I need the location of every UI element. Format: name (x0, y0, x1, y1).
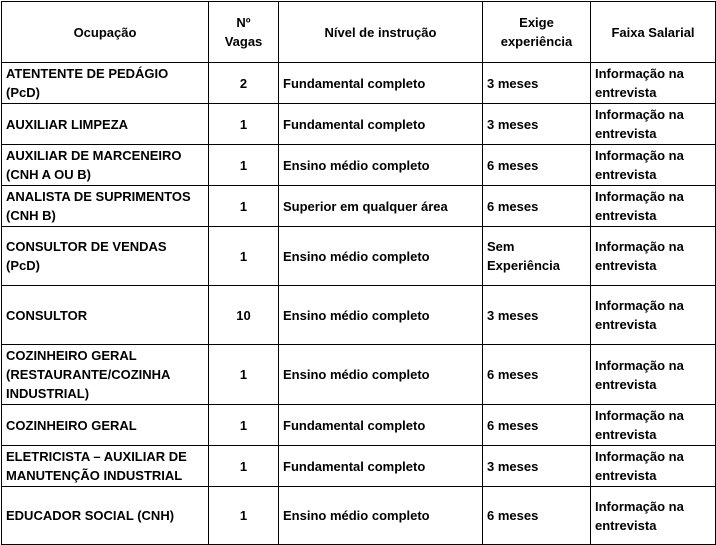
table-row (2, 63, 716, 104)
cell-experiencia: Sem Experiência (483, 227, 591, 286)
cell-experiencia: 3 meses (483, 286, 591, 345)
cell-vagas: 1 (209, 186, 279, 227)
cell-faixa: Informação na entrevista (591, 286, 716, 345)
cell-vagas: 1 (209, 446, 279, 487)
table-row (2, 145, 716, 186)
cell-experiencia: 3 meses (483, 63, 591, 104)
cell-experiencia: 3 meses (483, 446, 591, 487)
cell-ocupacao: AUXILIAR LIMPEZA (2, 104, 209, 145)
cell-ocupacao: ANALISTA DE SUPRIMENTOS (CNH B) (2, 186, 209, 227)
cell-vagas: 1 (209, 405, 279, 446)
table-row (2, 104, 716, 145)
cell-nivel: Ensino médio completo (279, 345, 483, 405)
cell-vagas: 2 (209, 63, 279, 104)
header-ocupacao: Ocupação (2, 2, 209, 63)
cell-nivel: Fundamental completo (279, 104, 483, 145)
header-experiencia: Exige experiência (483, 2, 591, 63)
table-row (2, 446, 716, 487)
header-row (2, 2, 716, 63)
table-row (2, 186, 716, 227)
cell-ocupacao: CONSULTOR DE VENDAS (PcD) (2, 227, 209, 286)
cell-nivel: Fundamental completo (279, 405, 483, 446)
header-vagas: Nº Vagas (209, 2, 279, 63)
cell-experiencia: 6 meses (483, 405, 591, 446)
table-row (2, 286, 716, 345)
cell-nivel: Ensino médio completo (279, 286, 483, 345)
job-vacancies-table (1, 1, 716, 545)
table-row (2, 345, 716, 405)
cell-ocupacao: COZINHEIRO GERAL (RESTAURANTE/COZINHA INDUSTRIAL) (2, 345, 209, 405)
cell-experiencia: 6 meses (483, 145, 591, 186)
cell-faixa: Informação na entrevista (591, 63, 716, 104)
cell-faixa: Informação na entrevista (591, 487, 716, 545)
cell-ocupacao: EDUCADOR SOCIAL (CNH) (2, 487, 209, 545)
cell-nivel: Ensino médio completo (279, 487, 483, 545)
cell-nivel: Fundamental completo (279, 446, 483, 487)
cell-ocupacao: COZINHEIRO GERAL (2, 405, 209, 446)
cell-nivel: Ensino médio completo (279, 227, 483, 286)
cell-nivel: Ensino médio completo (279, 145, 483, 186)
cell-ocupacao: AUXILIAR DE MARCENEIRO (CNH A OU B) (2, 145, 209, 186)
cell-faixa: Informação na entrevista (591, 405, 716, 446)
cell-faixa: Informação na entrevista (591, 446, 716, 487)
cell-nivel: Fundamental completo (279, 63, 483, 104)
cell-faixa: Informação na entrevista (591, 227, 716, 286)
cell-vagas: 1 (209, 487, 279, 545)
header-faixa: Faixa Salarial (591, 2, 716, 63)
cell-faixa: Informação na entrevista (591, 345, 716, 405)
cell-ocupacao: ATENTENTE DE PEDÁGIO (PcD) (2, 63, 209, 104)
cell-experiencia: 6 meses (483, 345, 591, 405)
cell-vagas: 10 (209, 286, 279, 345)
cell-nivel: Superior em qualquer área (279, 186, 483, 227)
cell-faixa: Informação na entrevista (591, 145, 716, 186)
cell-vagas: 1 (209, 145, 279, 186)
cell-vagas: 1 (209, 345, 279, 405)
table-row (2, 405, 716, 446)
cell-ocupacao: CONSULTOR (2, 286, 209, 345)
cell-experiencia: 3 meses (483, 104, 591, 145)
cell-experiencia: 6 meses (483, 487, 591, 545)
cell-vagas: 1 (209, 104, 279, 145)
cell-ocupacao: ELETRICISTA – AUXILIAR DE MANUTENÇÃO INDUSTRIAL (2, 446, 209, 487)
cell-faixa: Informação na entrevista (591, 104, 716, 145)
table-row (2, 227, 716, 286)
cell-faixa: Informação na entrevista (591, 186, 716, 227)
cell-experiencia: 6 meses (483, 186, 591, 227)
header-nivel: Nível de instrução (279, 2, 483, 63)
cell-vagas: 1 (209, 227, 279, 286)
table-row (2, 487, 716, 545)
